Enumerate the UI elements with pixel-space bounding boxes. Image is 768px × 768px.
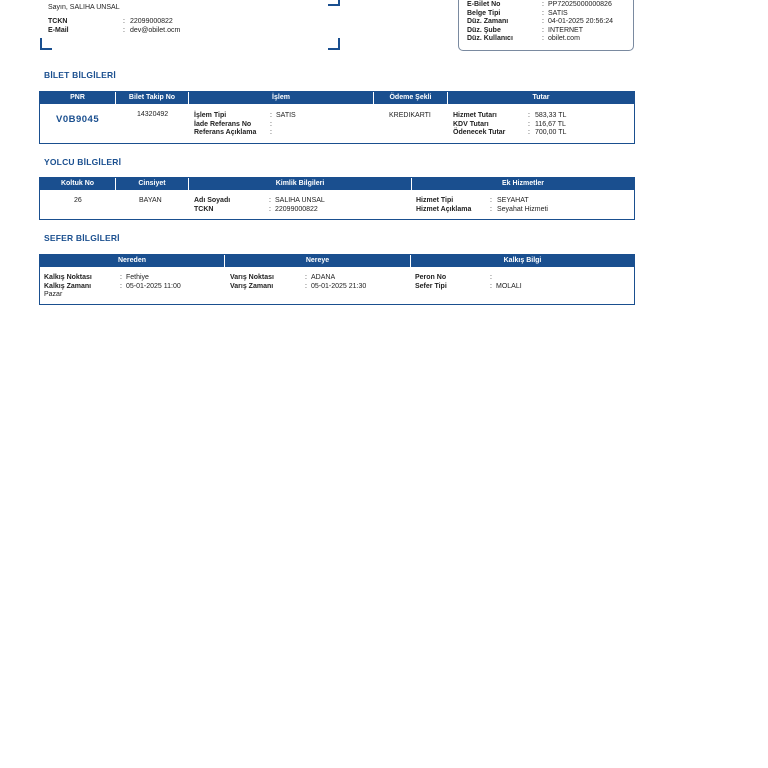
to-time-label: Varış Zamanı <box>230 282 274 290</box>
identity-tckn-colon: : <box>269 205 271 213</box>
doc-info-colon: : <box>542 26 544 34</box>
trip-type-label: Sefer Tipi <box>415 282 447 290</box>
passenger-table <box>39 177 635 220</box>
refund-ref-colon: : <box>270 120 272 128</box>
service-type-value: SEYAHAT <box>497 197 529 204</box>
document-info-box <box>458 0 634 51</box>
to-point-label: Varış Noktası <box>230 274 274 281</box>
customer-email-colon: : <box>123 27 125 34</box>
ticket-header-amount: Tutar <box>532 94 550 101</box>
to-time-row <box>230 283 405 292</box>
to-time-colon: : <box>305 282 307 290</box>
operation-type-label: İşlem Tipi <box>194 112 227 119</box>
ticket-section-title: BİLET BİLGİLERİ <box>44 70 116 80</box>
trip-header-departure: Kalkış Bilgi <box>503 257 542 264</box>
customer-email-row <box>48 27 248 36</box>
identity-tckn-value: 22099000822 <box>275 205 318 213</box>
ticket-header-payment: Ödeme Şekli <box>374 92 448 104</box>
amount-row <box>453 129 623 138</box>
from-point-label: Kalkış Noktası <box>44 274 92 281</box>
doc-info-value: 04-01-2025 20:56:24 <box>548 18 613 25</box>
gender-value: BAYAN <box>139 197 162 204</box>
payment-method: KREDIKARTI <box>389 112 431 119</box>
pnr-code: V0B9045 <box>56 114 100 125</box>
identity-name-colon: : <box>269 197 271 204</box>
doc-info-label: E-Bilet No <box>467 1 501 8</box>
platform-colon: : <box>490 274 492 281</box>
passenger-header-gender: Cinsiyet <box>116 178 189 190</box>
passenger-header-seat: Koltuk No <box>40 178 116 190</box>
customer-email-label: E-Mail <box>48 27 69 34</box>
doc-info-value: SATIS <box>548 9 568 17</box>
service-desc-value: Seyahat Hizmeti <box>497 205 548 213</box>
customer-tckn-colon: : <box>123 18 125 25</box>
ref-desc-label: Referans Açıklama <box>194 129 257 136</box>
from-time-label: Kalkış Zamanı <box>44 282 92 290</box>
doc-info-colon: : <box>542 18 544 25</box>
service-type-label: Hizmet Tipi <box>416 197 454 204</box>
ticket-header-pnr: PNR <box>40 92 116 104</box>
refund-ref-label: İade Referans No <box>194 120 252 128</box>
from-point-value: Fethiye <box>126 274 149 281</box>
corner-bracket-bottom-left <box>40 38 52 50</box>
doc-info-label: Düz. Şube <box>467 26 501 34</box>
identity-name-label: Adı Soyadı <box>194 197 231 204</box>
doc-info-colon: : <box>542 35 544 42</box>
from-day: Pazar <box>44 291 63 298</box>
to-point-value: ADANA <box>311 274 336 281</box>
ref-desc-colon: : <box>270 129 272 136</box>
passenger-header-services: Ek Hizmetler <box>501 180 545 187</box>
corner-bracket-top-right <box>328 0 340 6</box>
doc-info-row <box>467 35 632 44</box>
seat-number: 26 <box>74 197 82 204</box>
passenger-header-identity: Kimlik Bilgileri <box>189 178 412 190</box>
service-type-colon: : <box>490 197 492 204</box>
passenger-table-header <box>40 178 634 190</box>
operation-type-colon: : <box>270 112 272 119</box>
service-desc-label: Hizmet Açıklama <box>416 205 472 213</box>
trip-type-value: MOLALI <box>496 282 522 290</box>
from-time-row <box>44 283 219 292</box>
trip-table-header <box>40 255 634 267</box>
trip-type-colon: : <box>490 282 492 290</box>
trip-header-to: Nereye <box>225 255 411 267</box>
identity-tckn-label: TCKN <box>194 205 214 213</box>
doc-info-label: Düz. Kullanıcı <box>467 35 513 42</box>
service-desc-row <box>416 206 616 215</box>
amount-colon: : <box>528 112 530 119</box>
from-point-colon: : <box>120 274 122 281</box>
doc-info-colon: : <box>542 9 544 17</box>
doc-info-colon: : <box>542 1 544 8</box>
amount-label: KDV Tutarı <box>453 120 489 128</box>
ticket-table <box>39 91 635 144</box>
customer-greeting: Sayın, SALIHA UNSAL <box>48 4 120 11</box>
customer-tckn-row <box>48 18 248 27</box>
identity-name-value: SALIHA UNSAL <box>275 197 325 204</box>
customer-tckn-value: 22099000822 <box>130 18 173 25</box>
ticket-table-header <box>40 92 634 104</box>
trip-header-from: Nereden <box>40 255 225 267</box>
doc-info-value: INTERNET <box>548 26 583 34</box>
doc-info-label: Düz. Zamanı <box>467 18 509 25</box>
amount-colon: : <box>528 120 530 128</box>
tracking-number: 14320492 <box>137 111 169 118</box>
platform-label: Peron No <box>415 274 447 281</box>
operation-type-value: SATIS <box>276 112 296 119</box>
trip-section-title: SEFER BİLGİLERİ <box>44 233 120 243</box>
trip-type-row <box>415 283 615 292</box>
amount-value: 116,67 TL <box>535 120 566 128</box>
amount-value: 700,00 TL <box>535 129 567 136</box>
service-desc-colon: : <box>490 205 492 213</box>
ticket-header-operation: İşlem <box>189 92 374 104</box>
customer-email-value: dev@obilet.ocm <box>130 27 181 34</box>
amount-label: Ödenecek Tutar <box>453 129 506 136</box>
doc-info-value: PP72025000000826 <box>548 1 612 8</box>
amount-colon: : <box>528 129 530 136</box>
trip-table <box>39 254 635 305</box>
passenger-section-title: YOLCU BİLGİLERİ <box>44 157 122 167</box>
to-time-value: 05-01-2025 21:30 <box>311 282 367 290</box>
corner-bracket-bottom-right <box>328 38 340 50</box>
to-point-colon: : <box>305 274 307 281</box>
doc-info-label: Belge Tipi <box>467 9 501 17</box>
amount-label: Hizmet Tutarı <box>453 112 497 119</box>
doc-info-value: obilet.com <box>548 35 580 42</box>
from-time-colon: : <box>120 282 122 290</box>
amount-value: 583,33 TL <box>535 112 567 119</box>
customer-tckn-label: TCKN <box>48 18 68 25</box>
from-time-value: 05-01-2025 11:00 <box>126 282 181 290</box>
ticket-header-tracking: Bilet Takip No <box>116 92 189 104</box>
identity-tckn-row <box>194 206 394 215</box>
ref-desc-row <box>194 129 364 138</box>
customer-block <box>40 0 340 50</box>
